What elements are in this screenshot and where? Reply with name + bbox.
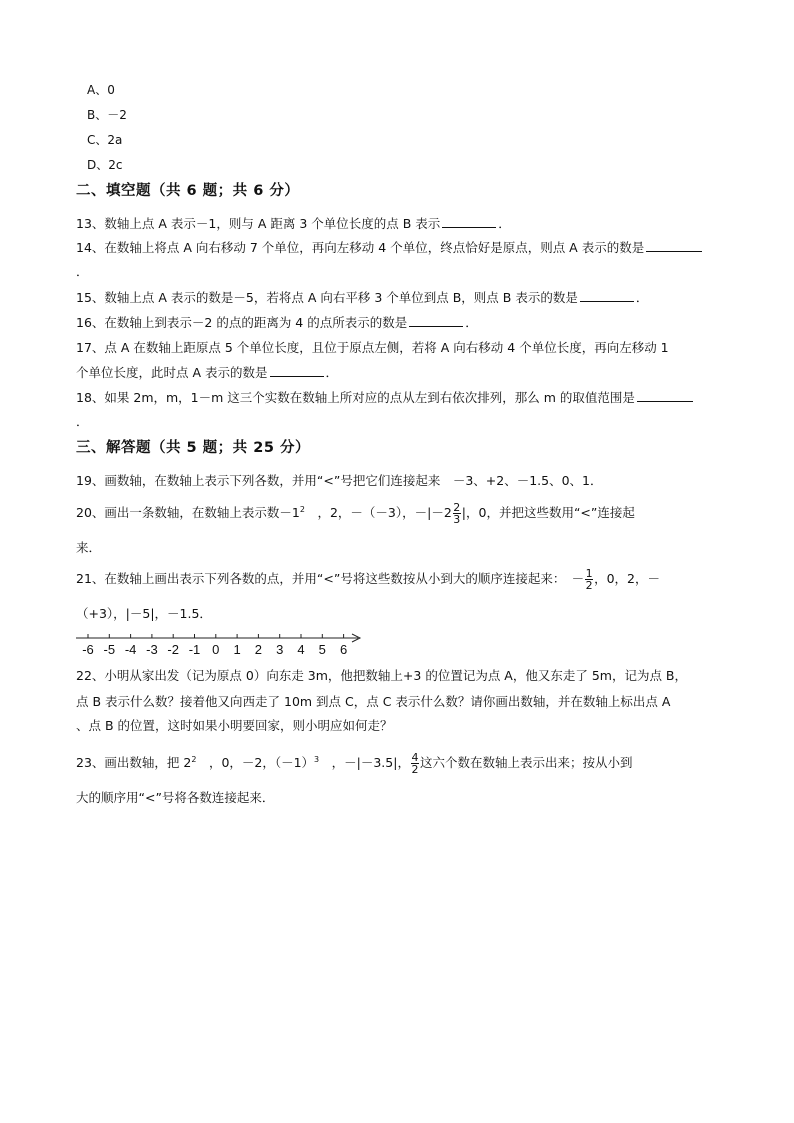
question-22-line1: 22、小明从家出发（记为原点 0）向东走 3m，他把数轴上+3 的位置记为点 A，他又东走了 5m，记为点 B， [76, 668, 688, 683]
fraction: $\frac{2}{3}$ [453, 501, 461, 526]
fraction: $\frac{4}{2}$ [411, 751, 419, 776]
number-line-tick-label: 6 [339, 642, 348, 657]
question-19: 19、画数轴，在数轴上表示下列各数，并用“<”号把它们连接起来 －3、+2、－1.5、0、1． [76, 473, 603, 488]
question-17-line1: 17、点 A 在数轴上距原点 5 个单位长度，且位于原点左侧，若将 A 向右移动 4 个单位长度，再向左移动 1 [76, 340, 669, 355]
answer-blank [580, 289, 634, 302]
number-line-svg [74, 630, 368, 660]
question-16: 16、在数轴上到表示－2 的点的距离为 4 的点所表示的数是 ． [76, 315, 478, 330]
number-line-tick-label: 1 [233, 642, 241, 657]
question-21-line2: （+3），|－5|，－1.5． [76, 606, 212, 621]
question-17-line2: 个单位长度，此时点 A 表示的数是 ． [76, 365, 339, 380]
number-line-tick-label: 0 [212, 642, 220, 657]
number-line-tick-label: -1 [188, 642, 201, 657]
answer-blank [442, 215, 496, 228]
question-23-line2: 大的顺序用“<”号将各数连接起来． [76, 790, 275, 805]
question-14-end: ． [76, 264, 89, 279]
section-title-solve: 三、解答题（共 5 题；共 25 分） [76, 440, 310, 456]
answer-blank [637, 389, 693, 402]
number-line-tick-label: -6 [82, 642, 94, 657]
number-line-tick-label: 4 [297, 642, 305, 657]
number-line-tick-label: -3 [146, 642, 158, 657]
question-13: 13、数轴上点 A 表示－1，则与 A 距离 3 个单位长度的点 B 表示 ． [76, 216, 511, 231]
answer-blank [409, 314, 463, 327]
fraction: $\frac{1}{2}$ [585, 567, 593, 592]
question-14: 14、在数轴上将点 A 向右移动 7 个单位，再向左移动 4 个单位，终点恰好是原点，则点 A 表示的数是 [76, 238, 704, 256]
question-21-line1: 21、在数轴上画出表示下列各数的点，并用“<”号将这些数按从小到大的顺序连接起来： － $\frac{1}{2}$ ，0，2，－ [76, 567, 660, 592]
number-line-tick-label: -5 [103, 642, 116, 657]
number-line-tick-label: 2 [254, 642, 263, 657]
question-18-end: ． [76, 414, 89, 429]
question-20-line2: 来． [76, 540, 102, 555]
number-line [74, 630, 368, 660]
answer-blank [270, 364, 324, 377]
option-a: A、0 [87, 83, 115, 97]
question-15: 15、数轴上点 A 表示的数是－5，若将点 A 向右平移 3 个单位到点 B，则点 B 表示的数是 ． [76, 290, 649, 305]
question-22-line3: 、点 B 的位置，这时如果小明要回家，则小明应如何走？ [76, 718, 393, 733]
option-b: B、－2 [87, 108, 127, 122]
number-line-tick-label: 3 [276, 642, 284, 657]
option-c: C、2a [87, 133, 123, 147]
number-line-tick-label: 5 [318, 642, 326, 657]
question-18: 18、如果 2m，m，1－m 这三个实数在数轴上所对应的点从左到右依次排列，那么 m 的取值范围是 [76, 388, 695, 406]
option-d: D、2c [87, 158, 123, 172]
number-line-tick-label: -2 [167, 642, 179, 657]
section-title-fill: 二、填空题（共 6 题；共 6 分） [76, 183, 300, 199]
question-20-line1: 20、画出一条数轴，在数轴上表示数$-1^2$ ，2，－（－3），－|－2 $\frac{2}{3}$ |，0，并把这些数用“<”连接起 [76, 501, 635, 526]
question-23-line1: 23、画出数轴，把 $2^2$ ，0，－2，$(-1)^3$ ，－|－3.5|， $\frac{4}{2}$ 这六个数在数轴上表示出来；按从小到 [76, 751, 633, 776]
question-22-line2: 点 B 表示什么数？接着他又向西走了 10m 到点 C，点 C 表示什么数？请你画出数轴，并在数轴上标出点 A [76, 694, 671, 709]
answer-blank [646, 239, 702, 252]
number-line-tick-label: -4 [124, 642, 137, 657]
